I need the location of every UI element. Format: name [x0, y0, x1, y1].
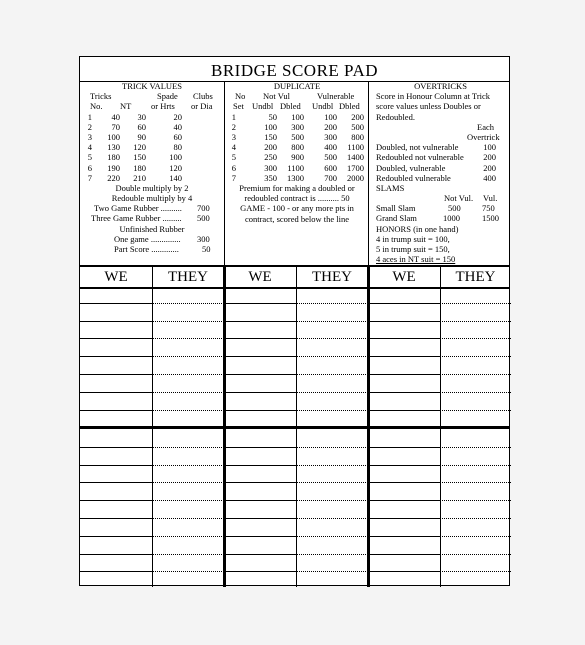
- part-score-value: 50: [202, 244, 211, 255]
- overtrick-row: [369, 152, 512, 162]
- score-row-line: [80, 518, 152, 519]
- duplicate-cell: 200: [324, 121, 337, 132]
- duplicate-cell: 800: [291, 142, 304, 153]
- part-score-label: Part Score .............: [114, 244, 179, 255]
- duplicate-cell: 2000: [347, 172, 364, 183]
- score-row-line: [152, 536, 224, 537]
- score-row-line: [296, 536, 368, 537]
- score-header-they-2: THEY: [312, 269, 352, 285]
- score-row-line: [80, 465, 152, 466]
- duplicate-cell: 350: [264, 172, 277, 183]
- score-row-line: [368, 374, 440, 375]
- duplicate-cell: 1: [231, 111, 236, 122]
- score-row-line: [368, 356, 440, 357]
- score-row-line: [440, 500, 511, 501]
- score-row-line: [440, 536, 511, 537]
- score-row-line: [224, 536, 296, 537]
- trick-values-row: [80, 132, 224, 142]
- score-row-line: [368, 303, 440, 304]
- col-header-undbl-2: Undbl: [312, 101, 334, 112]
- duplicate-cell: 200: [351, 111, 364, 122]
- duplicate-cell: 500: [324, 152, 337, 163]
- score-header-they-1: THEY: [168, 269, 208, 285]
- score-row-line: [224, 356, 296, 357]
- one-game-label: One game ..............: [114, 233, 181, 244]
- unfinished-label: Unfinished Rubber: [119, 223, 185, 234]
- trick-values-header: TRICK VALUES: [122, 81, 182, 91]
- overtricks-header: OVERTRICKS: [414, 81, 467, 91]
- one-game-value: 300: [197, 233, 210, 244]
- score-row-line: [224, 374, 296, 375]
- score-row-line: [80, 321, 152, 322]
- duplicate-cell: 900: [291, 152, 304, 163]
- col-header-hrts: or Hrts: [151, 101, 175, 112]
- overtrick-row: [369, 163, 512, 173]
- score-row-line: [152, 303, 224, 304]
- score-row-line: [296, 410, 368, 411]
- score-row-line: [368, 500, 440, 501]
- score-row-line: [368, 410, 440, 411]
- score-row-line: [80, 410, 152, 411]
- duplicate-cell: 5: [231, 152, 236, 163]
- duplicate-row: [225, 122, 369, 132]
- above-below-line: [80, 426, 509, 429]
- trick-value-cell: 180: [107, 152, 120, 163]
- score-row-line: [296, 554, 368, 555]
- three-game-label: Three Game Rubber .........: [91, 213, 182, 224]
- slams-not-vul-header: Not Vul.: [444, 193, 474, 204]
- trick-value-cell: 3: [87, 131, 92, 142]
- trick-values-table: [80, 112, 224, 183]
- score-row-line: [224, 482, 296, 483]
- score-row-line: [80, 338, 152, 339]
- trick-value-cell: 180: [133, 162, 146, 173]
- score-row-line: [440, 518, 511, 519]
- overtrick-value: 200: [483, 162, 496, 173]
- score-row-line: [152, 392, 224, 393]
- score-header-we-1: WE: [104, 269, 128, 285]
- trick-value-cell: 7: [87, 172, 92, 183]
- score-row-line: [440, 447, 511, 448]
- score-row-line: [368, 518, 440, 519]
- duplicate-cell: 1400: [347, 152, 364, 163]
- three-game-value: 500: [197, 213, 210, 224]
- overtrick-value: 100: [483, 142, 496, 153]
- score-row-line: [224, 447, 296, 448]
- score-row-line: [296, 303, 368, 304]
- trick-value-cell: 150: [133, 152, 146, 163]
- slams-label: SLAMS: [376, 182, 405, 193]
- score-header-they-3: THEY: [455, 269, 496, 285]
- score-row-line: [224, 518, 296, 519]
- score-row-line: [296, 338, 368, 339]
- duplicate-cell: 100: [324, 111, 337, 122]
- col-header-spade: Spade: [157, 91, 178, 102]
- trick-value-cell: 120: [133, 142, 146, 153]
- score-row-line: [368, 392, 440, 393]
- trick-value-cell: 90: [137, 131, 146, 142]
- trick-values-row: [80, 173, 224, 183]
- score-row-line: [152, 518, 224, 519]
- duplicate-cell: 1100: [287, 162, 304, 173]
- score-row-line: [296, 392, 368, 393]
- duplicate-cell: 300: [324, 131, 337, 142]
- col-header-undbl-1: Undbl: [252, 101, 274, 112]
- score-row-line: [440, 356, 511, 357]
- score-row-line: [440, 338, 511, 339]
- premium-line-2: redoubled contract is .......... 50: [244, 193, 350, 204]
- score-row-line: [224, 321, 296, 322]
- score-row-line: [152, 338, 224, 339]
- duplicate-header: DUPLICATE: [273, 81, 321, 91]
- score-row-line: [440, 482, 511, 483]
- col-header-nt: NT: [120, 101, 132, 112]
- score-row-line: [80, 500, 152, 501]
- duplicate-cell: 4: [231, 142, 236, 153]
- grand-slam-label: Grand Slam: [376, 213, 417, 224]
- score-row-line: [80, 392, 152, 393]
- duplicate-cell: 400: [324, 142, 337, 153]
- score-row-line: [224, 338, 296, 339]
- two-game-value: 700: [197, 203, 210, 214]
- duplicate-row: [225, 142, 369, 152]
- duplicate-cell: 6: [231, 162, 236, 173]
- overtrick-label: Doubled, not vulnerable: [376, 142, 459, 153]
- duplicate-cell: 1700: [347, 162, 364, 173]
- trick-value-cell: 120: [169, 162, 182, 173]
- trick-value-cell: 70: [111, 121, 120, 132]
- trick-value-cell: 80: [173, 142, 182, 153]
- overtrick-value: 200: [483, 152, 496, 163]
- score-row-line: [152, 500, 224, 501]
- duplicate-cell: 100: [291, 111, 304, 122]
- score-row-line: [296, 482, 368, 483]
- score-row-line: [440, 303, 511, 304]
- duplicate-table: [225, 112, 369, 183]
- trick-value-cell: 30: [137, 111, 146, 122]
- trick-values-row: [80, 152, 224, 162]
- score-row-line: [440, 554, 511, 555]
- grand-slam-not-vul: 1000: [443, 213, 460, 224]
- overtrick-row: [369, 142, 512, 152]
- honors-line-1: 4 in trump suit = 100,: [376, 233, 450, 244]
- trick-value-cell: 20: [173, 111, 182, 122]
- two-game-label: Two Game Rubber ..........: [94, 203, 182, 214]
- score-row-line: [368, 554, 440, 555]
- score-row-line: [224, 410, 296, 411]
- trick-values-row: [80, 142, 224, 152]
- trick-value-cell: 60: [137, 121, 146, 132]
- duplicate-cell: 250: [264, 152, 277, 163]
- score-row-line: [152, 482, 224, 483]
- premium-line-4: contract, scored below the line: [244, 213, 350, 224]
- col-header-no: No.: [90, 101, 103, 112]
- grand-slam-vul: 1500: [482, 213, 499, 224]
- duplicate-row: [225, 163, 369, 173]
- score-row-line: [440, 374, 511, 375]
- overtricks-text-2: score values unless Doubles or: [376, 101, 481, 112]
- score-row-line: [296, 447, 368, 448]
- score-row-line: [80, 536, 152, 537]
- duplicate-cell: 300: [291, 121, 304, 132]
- score-row-line: [440, 571, 511, 572]
- score-row-line: [152, 447, 224, 448]
- score-row-line: [80, 356, 152, 357]
- score-row-line: [152, 356, 224, 357]
- col-header-dbled-2: Dbled: [339, 101, 360, 112]
- overtricks-each: Each: [477, 121, 494, 132]
- trick-value-cell: 220: [107, 172, 120, 183]
- score-header-band: [80, 265, 509, 289]
- score-row-line: [152, 321, 224, 322]
- col-header-clubs: Clubs: [193, 91, 213, 102]
- overtrick-value: 400: [483, 172, 496, 183]
- trick-value-cell: 6: [87, 162, 92, 173]
- score-row-line: [296, 321, 368, 322]
- score-row-line: [152, 374, 224, 375]
- trick-value-cell: 190: [107, 162, 120, 173]
- score-row-line: [368, 447, 440, 448]
- trick-value-cell: 130: [107, 142, 120, 153]
- col-header-set: Set: [233, 101, 244, 112]
- premium-line-3: GAME - 100 - or any more pts in: [240, 203, 354, 214]
- overtricks-overtrick: Overtrick: [467, 131, 500, 142]
- score-row-line: [296, 500, 368, 501]
- overtricks-section: [368, 81, 512, 265]
- score-row-line: [80, 303, 152, 304]
- score-row-line: [368, 338, 440, 339]
- trick-values-row: [80, 112, 224, 122]
- small-slam-label: Small Slam: [376, 203, 416, 214]
- small-slam-not-vul: 500: [448, 203, 461, 214]
- duplicate-cell: 1300: [287, 172, 304, 183]
- overtrick-row: [369, 173, 512, 183]
- trick-value-cell: 2: [87, 121, 92, 132]
- score-row-line: [80, 554, 152, 555]
- duplicate-row: [225, 112, 369, 122]
- duplicate-row: [225, 173, 369, 183]
- score-row-line: [440, 321, 511, 322]
- score-header-we-2: WE: [248, 269, 272, 285]
- duplicate-cell: 150: [264, 131, 277, 142]
- overtrick-label: Doubled, vulnerable: [376, 162, 446, 173]
- score-row-line: [224, 465, 296, 466]
- trick-value-cell: 210: [133, 172, 146, 183]
- overtrick-label: Redoubled not vulnerable: [376, 152, 464, 163]
- score-row-line: [152, 410, 224, 411]
- col-header-tricks: Tricks: [90, 91, 112, 102]
- duplicate-cell: 600: [324, 162, 337, 173]
- trick-value-cell: 40: [111, 111, 120, 122]
- score-row-line: [152, 465, 224, 466]
- score-row-line: [440, 392, 511, 393]
- overtricks-text-1: Score in Honour Column at Trick: [376, 91, 491, 102]
- trick-value-cell: 40: [173, 121, 182, 132]
- score-row-line: [368, 465, 440, 466]
- score-row-line: [368, 482, 440, 483]
- trick-value-cell: 100: [169, 152, 182, 163]
- score-row-line: [296, 356, 368, 357]
- duplicate-cell: 500: [351, 121, 364, 132]
- page-title: BRIDGE SCORE PAD: [210, 61, 379, 80]
- duplicate-cell: 3: [231, 131, 236, 142]
- overtricks-table: [369, 142, 512, 183]
- honors-line-2: 5 in trump suit = 150,: [376, 244, 450, 255]
- premium-line-1: Premium for making a doubled or: [239, 182, 355, 193]
- duplicate-cell: 800: [351, 131, 364, 142]
- duplicate-cell: 50: [268, 111, 277, 122]
- score-pad: [79, 56, 510, 586]
- slams-vul-header: Vul.: [483, 193, 498, 204]
- honors-label: HONORS (in one hand): [376, 223, 459, 234]
- col-header-vulnerable: Vulnerable: [317, 91, 355, 102]
- trick-value-cell: 140: [169, 172, 182, 183]
- trick-value-cell: 4: [87, 142, 92, 153]
- score-row-line: [296, 518, 368, 519]
- score-row-line: [224, 571, 296, 572]
- duplicate-cell: 200: [264, 142, 277, 153]
- duplicate-cell: 700: [324, 172, 337, 183]
- trick-value-cell: 5: [87, 152, 92, 163]
- overtricks-text-3: Redoubled.: [376, 111, 415, 122]
- col-header-dia: or Dia: [191, 101, 213, 112]
- duplicate-cell: 1100: [347, 142, 364, 153]
- score-row-line: [440, 465, 511, 466]
- score-row-line: [368, 321, 440, 322]
- score-row-line: [440, 410, 511, 411]
- duplicate-section: [224, 81, 369, 265]
- score-row-line: [296, 465, 368, 466]
- duplicate-row: [225, 132, 369, 142]
- score-row-line: [296, 571, 368, 572]
- col-header-dbled-1: Dbled: [280, 101, 301, 112]
- duplicate-cell: 7: [231, 172, 236, 183]
- duplicate-cell: 100: [264, 121, 277, 132]
- score-row-line: [368, 571, 440, 572]
- score-row-line: [80, 374, 152, 375]
- duplicate-cell: 500: [291, 131, 304, 142]
- score-header-we-3: WE: [392, 269, 416, 285]
- duplicate-cell: 2: [231, 121, 236, 132]
- score-row-line: [80, 571, 152, 572]
- col-header-no-set: No: [235, 91, 246, 102]
- score-row-line: [224, 500, 296, 501]
- duplicate-row: [225, 152, 369, 162]
- trick-value-cell: 1: [87, 111, 92, 122]
- score-row-line: [152, 571, 224, 572]
- trick-values-row: [80, 122, 224, 132]
- trick-values-row: [80, 163, 224, 173]
- score-row-line: [224, 303, 296, 304]
- double-note: Double multiply by 2: [115, 182, 189, 193]
- col-header-not-vul: Not Vul: [263, 91, 290, 102]
- score-row-line: [296, 374, 368, 375]
- trick-values-section: [80, 81, 224, 265]
- score-row-line: [224, 392, 296, 393]
- score-row-line: [368, 536, 440, 537]
- score-row-line: [80, 482, 152, 483]
- duplicate-cell: 300: [264, 162, 277, 173]
- overtrick-label: Redoubled vulnerable: [376, 172, 451, 183]
- trick-value-cell: 100: [107, 131, 120, 142]
- redouble-note: Redouble multiply by 4: [111, 193, 193, 204]
- score-row-line: [80, 447, 152, 448]
- score-row-line: [224, 554, 296, 555]
- honors-line-3: 4 aces in NT suit = 150: [376, 254, 456, 265]
- trick-value-cell: 60: [173, 131, 182, 142]
- small-slam-vul: 750: [482, 203, 495, 214]
- score-row-line: [152, 554, 224, 555]
